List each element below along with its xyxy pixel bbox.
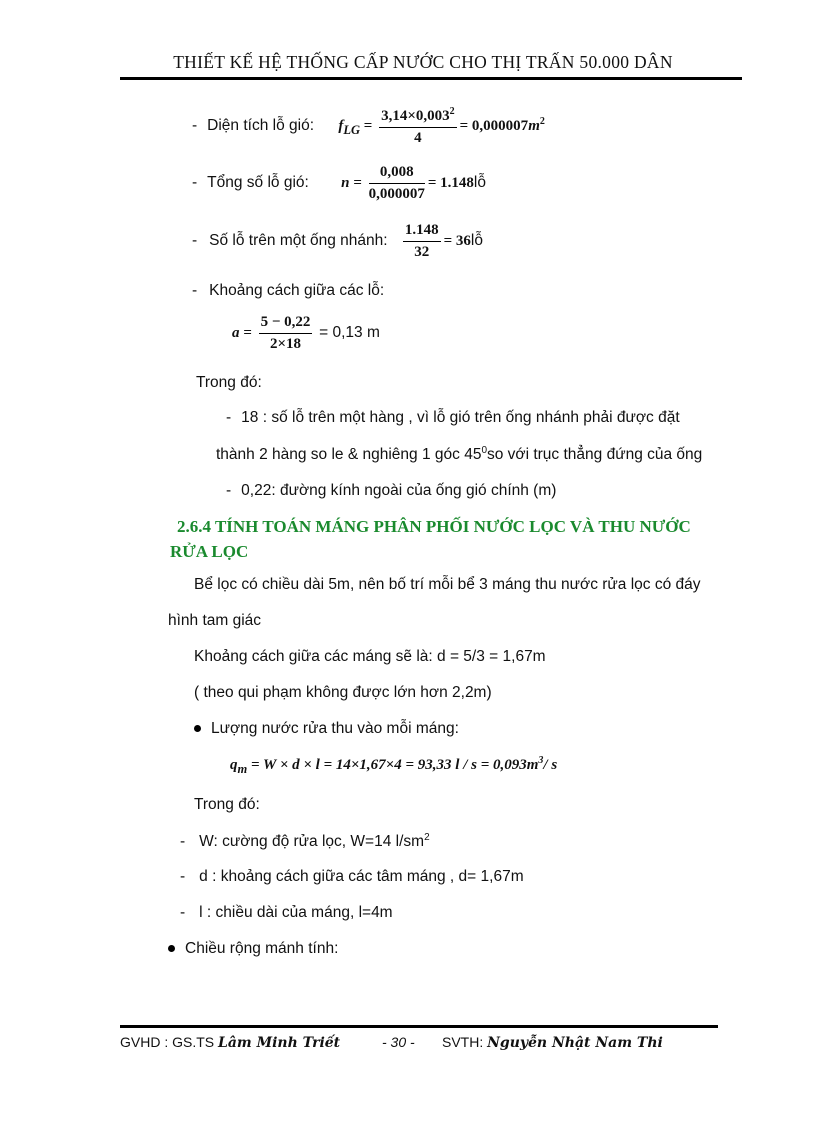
- total-holes-line: [192, 164, 486, 203]
- total-holes-unit: lỗ: [473, 173, 486, 191]
- degree-sup: 0: [481, 445, 487, 456]
- total-holes-fraction: [369, 164, 425, 203]
- holes-per-pipe-line: [192, 222, 483, 261]
- footer-page-text: - 30 -: [382, 1034, 415, 1050]
- dash-marker: -: [192, 116, 198, 134]
- def-l-text: l : chiều dài của máng, l=4m: [199, 904, 393, 921]
- holes-per-pipe-unit: lỗ: [470, 231, 483, 249]
- footer-gvhd-label: GVHD : GS.TS: [120, 1034, 215, 1050]
- para-2: Khoảng cách giữa các máng sẽ là: d = 5/3 = 1,67m: [194, 648, 546, 665]
- where-item-022: [226, 482, 556, 500]
- dash-marker: -: [192, 231, 198, 249]
- footer-svth-label: SVTH:: [442, 1034, 484, 1050]
- holes-per-pipe-formula: [400, 222, 483, 260]
- page-header-title: THIẾT KẾ HỆ THỐNG CẤP NƯỚC CHO THỊ TRẤN 50.000 DÂN: [173, 52, 673, 72]
- total-holes-num: 0,008: [369, 164, 425, 184]
- flow-lhs-sub: m: [237, 762, 248, 776]
- bullet-flow-text: Lượng nước rửa thu vào mỗi máng:: [211, 720, 459, 737]
- spacing-fraction: [259, 314, 313, 353]
- footer-gvhd-name: Lâm Minh Triết: [218, 1035, 341, 1051]
- spacing-formula-line: [232, 314, 380, 353]
- where-item-18-cont-pre: thành 2 hàng so le & nghiêng 1 góc 45: [216, 446, 482, 464]
- total-holes-rhs: = 1.148: [427, 174, 474, 191]
- area-label: Diện tích lỗ gió:: [207, 116, 315, 134]
- flow-lhs: q: [230, 757, 238, 773]
- para-3: ( theo qui phạm không được lớn hơn 2,2m): [194, 684, 492, 701]
- holes-per-pipe-num: 1.148: [403, 222, 441, 242]
- footer-page-number: [382, 1034, 415, 1050]
- para-1a: Bể lọc có chiều dài 5m, nên bố trí mỗi bể 3 máng thu nước rửa lọc có đáy: [194, 576, 701, 593]
- dash-marker: -: [180, 833, 186, 851]
- where-item-18-text: 18 : số lỗ trên một hàng , vì lỗ gió trên ống nhánh phải được đặt: [241, 409, 680, 426]
- bullet-icon: [194, 725, 201, 732]
- spacing-rhs: = 0,13 m: [319, 323, 380, 341]
- total-holes-den: 0,000007: [368, 186, 425, 202]
- area-lhs-sub: LG: [343, 122, 360, 137]
- def-w-text: W: cường độ rửa lọc, W=14 l/sm: [199, 833, 425, 851]
- where-item-18-cont-post: so với trục thẳng đứng của ống: [487, 446, 703, 464]
- dash-marker: -: [226, 409, 232, 426]
- dash-marker: -: [192, 173, 198, 191]
- total-holes-formula: [341, 164, 486, 202]
- footer-gvhd: [120, 1034, 340, 1051]
- area-den: 4: [414, 130, 422, 146]
- dash-marker: -: [180, 868, 186, 885]
- where-item-18: [226, 409, 680, 427]
- area-formula: $f_{LG}$ = $\frac{3,14\times 0,003^2}{4}$ = $0,000007m^2$: [338, 106, 545, 146]
- flow-unit-sup: 3: [538, 755, 544, 766]
- para-1b: hình tam giác: [168, 612, 262, 629]
- section-heading-line-1: 2.6.4 TÍNH TOÁN MÁNG PHÂN PHỐI NƯỚC LỌC VÀ THU NƯỚC: [177, 517, 691, 536]
- header-rule: [120, 77, 742, 80]
- dash-marker: -: [226, 482, 232, 499]
- flow-unit: m: [526, 757, 539, 773]
- spacing-lhs: a =: [232, 324, 252, 341]
- spacing-den: 2×18: [269, 336, 301, 352]
- flow-equation: [230, 755, 557, 777]
- where-label-1: Trong đó:: [196, 374, 262, 391]
- where-item-18-cont: [216, 445, 702, 464]
- bullet-width: [168, 940, 338, 958]
- area-unit-sup: 2: [539, 115, 545, 127]
- flow-body: = W × d × l = 14×1,67×4 = 93,33 l / s = 0,093: [250, 757, 527, 773]
- def-d: [180, 868, 524, 886]
- area-line: [192, 106, 545, 147]
- dash-marker: -: [180, 904, 186, 921]
- def-l: [180, 904, 393, 922]
- footer-svth-name: Nguyễn Nhật Nam Thi: [487, 1035, 663, 1051]
- area-num-sup: 2: [449, 106, 455, 117]
- holes-per-pipe-rhs: = 36: [443, 232, 471, 249]
- bullet-icon: [168, 945, 175, 952]
- bullet-width-text: Chiều rộng mánh tính:: [185, 940, 339, 957]
- spacing-label: Khoảng cách giữa các lỗ:: [209, 282, 385, 299]
- footer-svth: [442, 1034, 663, 1051]
- total-holes-label: Tổng số lỗ gió:: [207, 173, 309, 191]
- area-lhs: f: [338, 117, 344, 134]
- area-num: 3,14×0,003: [381, 108, 450, 124]
- def-w: [180, 832, 430, 851]
- area-fraction: [379, 106, 457, 147]
- dash-marker: -: [192, 282, 198, 299]
- section-heading-line-2: RỬA LỌC: [170, 542, 249, 561]
- area-rhs: = 0,000007: [459, 117, 529, 134]
- spacing-line: [192, 282, 384, 300]
- spacing-num: 5 − 0,22: [259, 314, 313, 334]
- where-label-2: Trong đó:: [194, 796, 260, 813]
- def-d-text: d : khoảng cách giữa các tâm máng , d= 1,67m: [199, 868, 524, 885]
- where-item-022-text: 0,22: đường kính ngoài của ống gió chính (m): [241, 482, 557, 499]
- holes-per-pipe-label: Số lỗ trên một ống nhánh:: [209, 231, 388, 249]
- holes-per-pipe-den: 32: [414, 244, 430, 260]
- total-holes-lhs: n =: [341, 174, 362, 191]
- def-w-sup: 2: [424, 832, 430, 843]
- bullet-flow: [194, 720, 459, 738]
- footer-rule: [120, 1025, 718, 1028]
- area-unit: m: [528, 117, 540, 134]
- flow-tail: / s: [543, 757, 558, 773]
- holes-per-pipe-fraction: [403, 222, 441, 261]
